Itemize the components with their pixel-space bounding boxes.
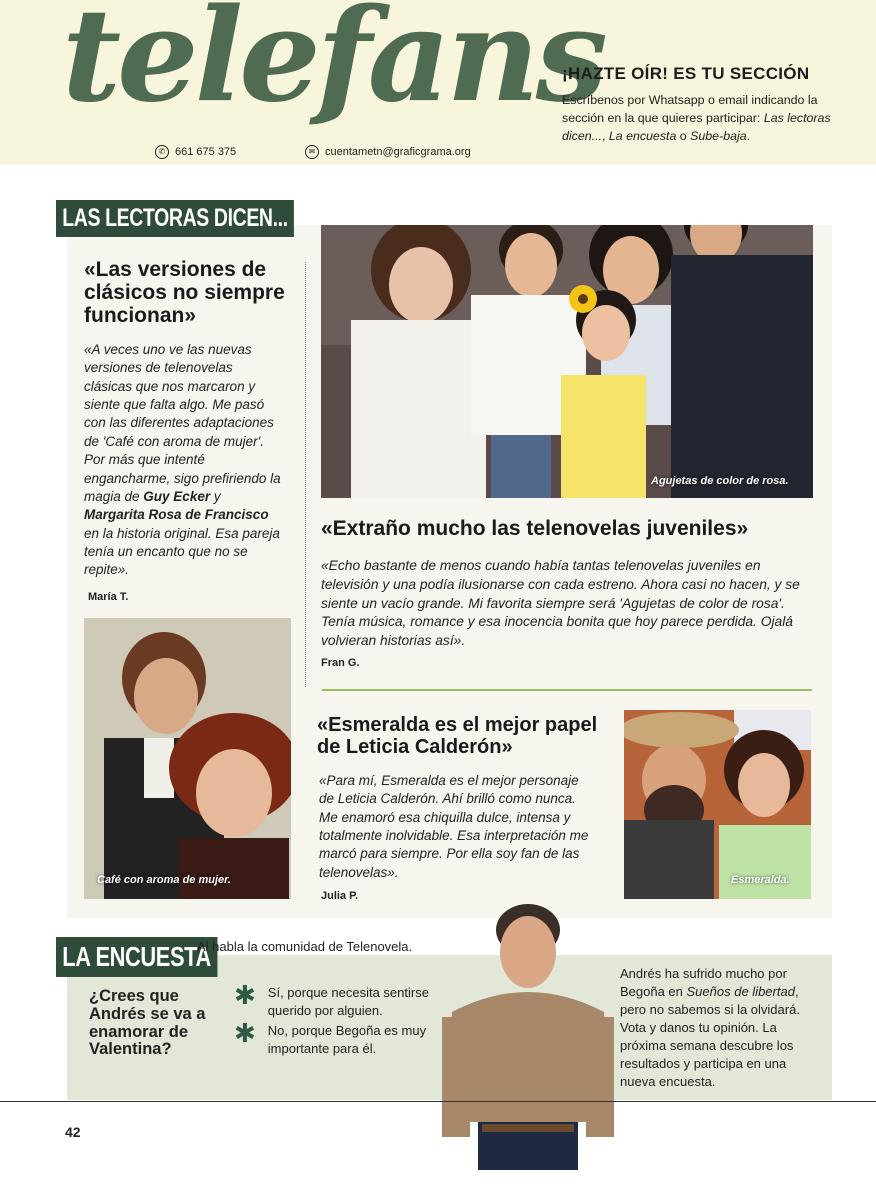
esmeralda-photo — [624, 710, 811, 899]
whatsapp-contact[interactable] — [155, 145, 236, 159]
letter2-headline: «Extraño mucho las telenovelas juveniles» — [321, 517, 749, 540]
whatsapp-icon: ✆ — [155, 145, 169, 159]
letter3-signature: Julia P. — [321, 890, 359, 902]
letter1-signature: María T. — [88, 591, 129, 603]
letter1-body: «A veces uno ve las nuevas versiones de telenovelas clásicas que nos marcaron y siente que falta algo. Me pasó con las diferentes adaptaciones de 'Café con aroma de mujer'. Por más que intenté engancharme, sigo prefiriendo la magia de Guy Ecker y Margarita Rosa de Francisco en la historia original. Esa pareja tenía un encanto que no se repite». — [84, 342, 281, 578]
section-tag-encuesta: LA ENCUESTA — [56, 937, 217, 977]
email-address: cuentametn@graficgrama.org — [325, 146, 471, 158]
encuesta-description: Andrés ha sufrido mucho por Begoña en Sueños de libertad, pero no sabemos si la olvidará. Vota y danos tu opinión. La próxima semana descubre los resultados y participa en una nueva encuesta. — [620, 966, 800, 1089]
encuesta-intro: Al habla la comunidad de Telenovela. — [197, 939, 413, 954]
poll-option-no-label: No, porque Begoña es muy importante para él. — [267, 1023, 427, 1056]
encuesta-question: ¿Crees que Andrés se va a enamorar de Valentina? — [89, 987, 206, 1059]
agujetas-photo — [321, 225, 813, 498]
footer-rule — [0, 1101, 876, 1102]
cafe-photo-caption: Café con aroma de mujer. — [97, 874, 231, 886]
asterisk-icon: ✱ — [234, 1018, 256, 1048]
whatsapp-number: 661 675 375 — [175, 146, 237, 158]
page-number: 42 — [65, 1124, 81, 1140]
poll-option-yes-label: Sí, porque necesita sentirse querido por alguien. — [267, 985, 429, 1018]
letter1-headline: «Las versiones de clásicos no siempre funcionan» — [84, 258, 285, 328]
letter3-headline: «Esmeralda es el mejor papel de Leticia Calderón» — [317, 714, 598, 758]
andres-photo — [442, 902, 614, 1170]
cta-title: ¡HAZTE OÍR! ES TU SECCIÓN — [562, 64, 810, 83]
cafe-photo — [84, 618, 291, 899]
cta-body: Escríbenos por Whatsapp o email indicando la sección en la que quieres participar: Las lectoras dicen..., La encuesta o Sube-baja. — [562, 93, 831, 143]
asterisk-icon: ✱ — [234, 980, 256, 1010]
agujetas-photo-caption: Agujetas de color de rosa. — [651, 475, 789, 487]
email-icon: ✉ — [305, 145, 319, 159]
poll-option-yes[interactable] — [234, 980, 440, 1019]
section-tag-lectoras: LAS LECTORAS DICEN... — [56, 200, 294, 237]
letter2-signature: Fran G. — [321, 657, 360, 669]
letter2-body: «Echo bastante de menos cuando había tantas telenovelas juveniles en televisión y una podía ilusionarse con cada estreno. Ahora casi no hacen, y se siente un vacío grande. Mi favorita siempre será 'Agujetas de color de rosa'. Tenía música, romance y esa inocencia bonita que hoy parece perdida. Ojalá volvieran historias así». — [321, 558, 800, 648]
letter3-body: «Para mí, Esmeralda es el mejor personaje de Leticia Calderón. Ahí brilló como nunca. Me enamoró esa chiquilla dulce, intensa y totalmente inolvidable. Esa interpretación me marcó para siempre. Por ella soy fan de las telenovelas». — [319, 773, 589, 880]
masthead-logo: telefans — [62, 0, 604, 131]
poll-option-no[interactable] — [234, 1018, 440, 1057]
column-divider — [305, 262, 306, 687]
esmeralda-photo-caption: Esmeralda. — [731, 874, 790, 886]
email-contact[interactable] — [305, 145, 471, 159]
green-divider — [322, 689, 812, 691]
